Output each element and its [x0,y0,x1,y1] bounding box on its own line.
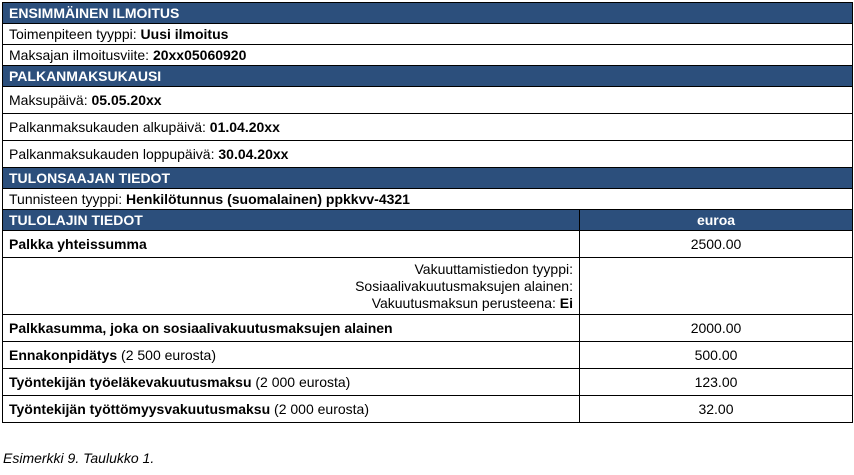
field-value: Henkilötunnus (suomalainen) ppkkvv-4321 [126,190,410,207]
field-label: Maksupäivä: [9,91,92,108]
insurance-basis-label: Vakuutusmaksun perusteena: [371,294,560,311]
row-period-end [3,141,853,168]
insurance-type-label: Vakuuttamistiedon tyyppi: [414,260,573,277]
row-payer-ref [3,45,853,66]
field-label: Maksajan ilmoitusviite: [9,46,153,63]
field-label: Toimenpiteen tyyppi: [9,25,141,42]
section-title: ENSIMMÄINEN ILMOITUS [3,3,853,24]
field-value: 05.05.20xx [91,91,162,108]
row-period-start [3,114,853,141]
section-header-pay-period [3,66,853,87]
row-withholding [3,342,853,369]
currency-header: euroa [580,210,853,231]
section-title: PALKANMAKSUKAUSI [3,66,853,87]
amount-cell: 123.00 [580,369,853,396]
row-pension [3,369,853,396]
section-header-recipient [3,168,853,189]
amount-cell: 2000.00 [580,315,853,342]
row-salary-total [3,231,853,258]
amount-cell-empty [580,258,853,315]
field-value: 20xx05060920 [152,46,247,63]
income-label: Palkkasumma, joka on sosiaalivakuutusmaksujen alainen [9,319,393,336]
section-title: TULOLAJIN TIEDOT [3,210,580,231]
income-note: (2 500 eurosta) [117,346,216,363]
field-label: Palkanmaksukauden alkupäivä: [9,118,210,135]
row-social-salary [3,315,853,342]
row-action-type [3,24,853,45]
amount-cell: 2500.00 [580,231,853,258]
table-caption: Esimerkki 9. Taulukko 1. [3,450,155,466]
row-pay-date [3,87,853,114]
insurance-basis-value: Ei [559,294,573,311]
section-title: TULONSAAJAN TIEDOT [3,168,853,189]
field-value: 01.04.20xx [209,118,280,135]
section-header-first-notice [3,3,853,24]
row-id-type [3,189,853,210]
field-label: Palkanmaksukauden loppupäivä: [9,145,219,162]
field-label: Tunnisteen tyyppi: [9,190,126,207]
row-insurance-info [3,258,853,315]
row-unemployment [3,396,853,423]
income-note: (2 000 eurosta) [251,373,351,390]
field-value: 30.04.20xx [218,145,289,162]
income-label: Työntekijän työeläkevakuutusmaksu [9,373,252,390]
income-label: Palkka yhteissumma [9,235,147,252]
social-insurance-label: Sosiaalivakuutusmaksujen alainen: [355,277,573,294]
section-header-income-types [3,210,853,231]
income-label: Työntekijän työttömyysvakuutusmaksu [9,400,271,417]
income-report-table [2,2,853,423]
income-label: Ennakonpidätys [9,346,118,363]
income-note: (2 000 eurosta) [270,400,369,417]
amount-cell: 500.00 [580,342,853,369]
amount-cell: 32.00 [580,396,853,423]
field-value: Uusi ilmoitus [140,25,229,42]
